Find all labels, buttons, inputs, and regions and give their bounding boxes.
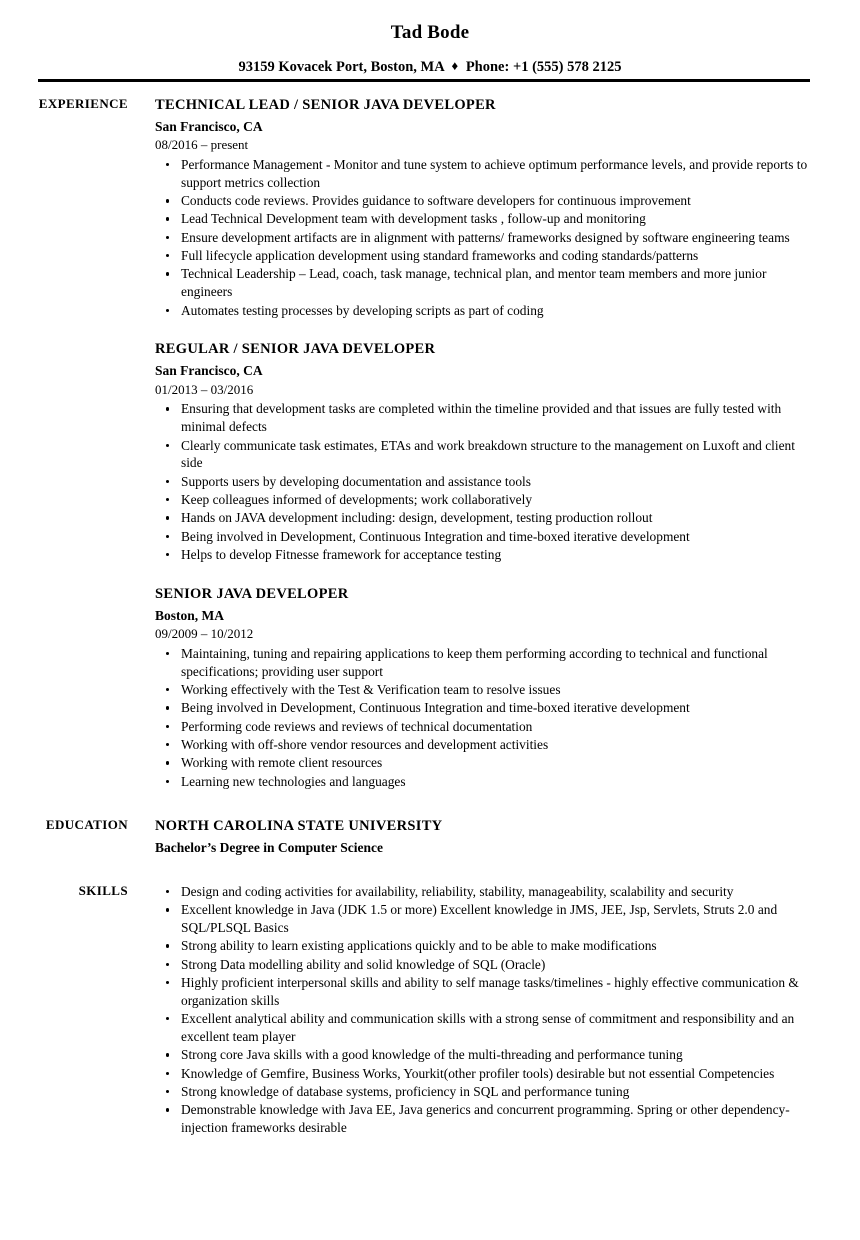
job-bullet-list bbox=[155, 156, 815, 319]
job-bullet: Automates testing processes by developing scripts as part of coding bbox=[155, 302, 815, 320]
skill-bullet: Knowledge of Gemfire, Business Works, Yourkit(other profiler tools) desirable but not essential Competencies bbox=[155, 1065, 815, 1083]
job-location: San Francisco, CA bbox=[155, 118, 263, 134]
skill-bullet: Excellent analytical ability and communication skills with a strong sense of commitment and responsibility and an excellent team player bbox=[155, 1010, 815, 1046]
section-experience bbox=[0, 96, 860, 790]
job-bullet: Helps to develop Fitnesse framework for acceptance testing bbox=[155, 546, 815, 564]
contact-address: 93159 Kovacek Port, Boston, MA bbox=[238, 58, 444, 75]
section-label-experience: EXPERIENCE bbox=[38, 96, 128, 111]
skills-entries bbox=[155, 883, 815, 1137]
skill-bullet: Strong knowledge of database systems, proficiency in SQL and performance tuning bbox=[155, 1083, 815, 1101]
job-title: TECHNICAL LEAD / SENIOR JAVA DEVELOPER bbox=[155, 97, 496, 113]
education-school: NORTH CAROLINA STATE UNIVERSITY bbox=[155, 818, 443, 835]
skill-bullet: Strong core Java skills with a good knowledge of the multi-threading and performance tuning bbox=[155, 1046, 815, 1064]
section-label-education: EDUCATION bbox=[45, 817, 128, 833]
skill-bullet: Highly proficient interpersonal skills and ability to self manage tasks/timelines - highly effective communication & organization skills bbox=[155, 974, 815, 1010]
job-dates: 08/2016 – present bbox=[155, 137, 249, 153]
job-bullet: Being involved in Development, Continuous Integration and time-boxed iterative development bbox=[155, 528, 815, 546]
job-bullet: Performing code reviews and reviews of technical documentation bbox=[155, 718, 815, 736]
skill-bullet: Demonstrable knowledge with Java EE, Java generics and concurrent programming. Spring or other dependency-injection frameworks desirable bbox=[155, 1101, 815, 1137]
resume-body bbox=[0, 96, 860, 1137]
skills-bullet-list bbox=[155, 883, 815, 1137]
job-bullet: Lead Technical Development team with development tasks , follow-up and monitoring bbox=[155, 210, 815, 228]
job-bullet: Learning new technologies and languages bbox=[155, 773, 815, 791]
education-item bbox=[155, 817, 815, 857]
skill-bullet: Design and coding activities for availability, reliability, stability, manageability, scalability and security bbox=[155, 883, 815, 901]
experience-item bbox=[155, 585, 815, 791]
resume-header bbox=[0, 0, 860, 76]
job-bullet: Working with remote client resources bbox=[155, 754, 815, 772]
job-bullet: Working effectively with the Test & Verification team to resolve issues bbox=[155, 681, 815, 699]
job-bullet: Maintaining, tuning and repairing applications to keep them performing according to technical and functional specifications; providing user support bbox=[155, 645, 815, 681]
education-entries bbox=[155, 817, 815, 857]
job-bullet: Being involved in Development, Continuous Integration and time-boxed iterative development bbox=[155, 699, 815, 717]
contact-line bbox=[0, 59, 860, 76]
job-dates: 09/2009 – 10/2012 bbox=[155, 626, 254, 642]
job-bullet: Hands on JAVA development including: design, development, testing production rollout bbox=[155, 509, 815, 527]
job-bullet-list bbox=[155, 400, 815, 563]
job-bullet: Clearly communicate task estimates, ETAs and work breakdown structure to the management on Luxoft and client side bbox=[155, 437, 815, 473]
skill-bullet: Strong ability to learn existing applications quickly and to be able to make modifications bbox=[155, 937, 815, 955]
education-degree: Bachelor’s Degree in Computer Science bbox=[155, 840, 383, 856]
section-education bbox=[0, 817, 860, 857]
job-bullet: Working with off-shore vendor resources and development activities bbox=[155, 736, 815, 754]
job-bullet: Performance Management - Monitor and tune system to achieve optimum performance levels, and provide reports to support metrics collection bbox=[155, 156, 815, 192]
job-location: Boston, MA bbox=[155, 607, 225, 623]
job-bullet: Keep colleagues informed of developments; work collaboratively bbox=[155, 491, 815, 509]
diamond-separator-icon: ♦ bbox=[451, 57, 459, 73]
job-bullet: Ensuring that development tasks are completed within the timeline provided and that issues are fully tested with minimal defects bbox=[155, 400, 815, 436]
candidate-name: Tad Bode bbox=[390, 22, 470, 43]
job-title: SENIOR JAVA DEVELOPER bbox=[155, 585, 349, 602]
skill-bullet: Excellent knowledge in Java (JDK 1.5 or more) Excellent knowledge in JMS, JEE, Jsp, Servlets, Struts 2.0 and SQL/PLSQL Basics bbox=[155, 901, 815, 937]
job-dates: 01/2013 – 03/2016 bbox=[155, 381, 254, 397]
job-bullet: Technical Leadership – Lead, coach, task manage, technical plan, and mentor team members and more junior engineers bbox=[155, 265, 815, 301]
header-divider bbox=[38, 79, 810, 82]
job-title: REGULAR / SENIOR JAVA DEVELOPER bbox=[155, 341, 436, 358]
section-label-skills: SKILLS bbox=[78, 882, 128, 898]
skill-bullet: Strong Data modelling ability and solid knowledge of SQL (Oracle) bbox=[155, 956, 815, 974]
experience-item bbox=[155, 96, 815, 319]
job-bullet: Ensure development artifacts are in alignment with patterns/ frameworks designed by software engineering teams bbox=[155, 229, 815, 247]
job-bullet: Full lifecycle application development using standard frameworks and coding standards/patterns bbox=[155, 247, 815, 265]
experience-item bbox=[155, 340, 815, 563]
experience-entries bbox=[155, 96, 815, 790]
section-skills bbox=[0, 883, 860, 1137]
job-location: San Francisco, CA bbox=[155, 363, 263, 379]
contact-phone: Phone: +1 (555) 578 2125 bbox=[465, 58, 622, 75]
job-bullet: Supports users by developing documentation and assistance tools bbox=[155, 473, 815, 491]
job-bullet: Conducts code reviews. Provides guidance to software developers for continuous improvement bbox=[155, 192, 815, 210]
job-bullet-list bbox=[155, 645, 815, 791]
